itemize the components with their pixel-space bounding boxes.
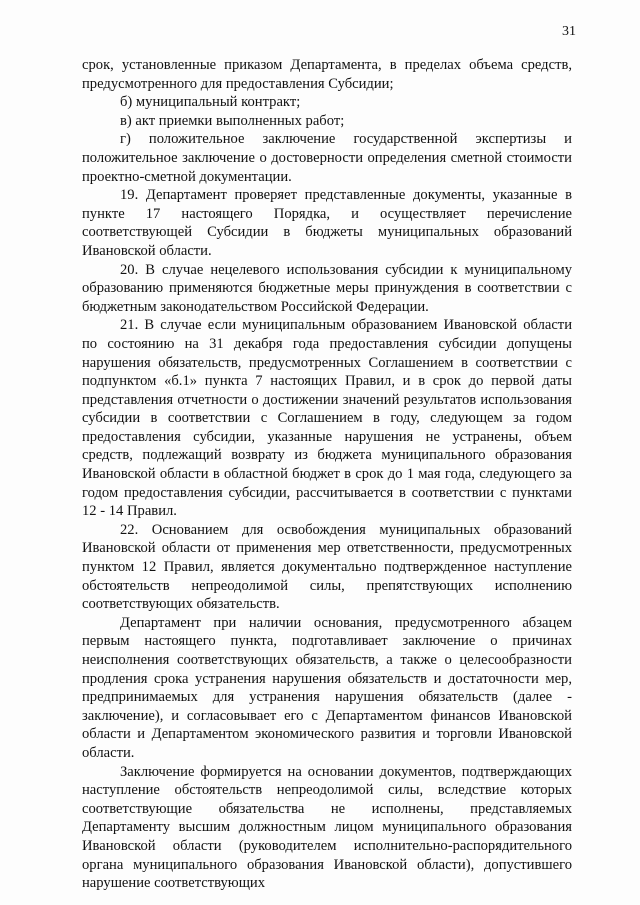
paragraph-22: 22. Основанием для освобождения муниципальных образований Ивановской области от применения мер ответственности, предусмотренных пунктом 12 Правил, является документально подтвержденное наступление обстоятельств непреодолимой силы, препятствующих исполнению соответствующих обязательств. [82,521,572,613]
paragraph-continuation: срок, установленные приказом Департамента, в пределах объема средств, предусмотренного для предоставления Субсидии; [82,57,572,92]
list-item-b: б) муниципальный контракт; [120,94,301,111]
paragraph-21: 21. В случае если муниципальным образованием Ивановской области по состоянию на 31 декабря года предоставления субсидии допущены нарушения обязательств, предусмотренных Соглашением в соответствии с подпунктом «б.1» пункта 7 настоящих Правил, и в срок до первой даты представления отчетности о достижении значений результатов использования субсидии в соответствии с Соглашением в году, следующем за годом предоставления субсидии, указанные нарушения не устранены, объем средств, подлежащий возврату из бюджета муниципального образования Ивановской области в областной бюджет в срок до 1 мая года, следующего за годом предоставления субсидии, рассчитывается в соответствии с пунктами 12 - 14 Правил. [82,317,572,520]
paragraph-22-conclusion: Заключение формируется на основании документов, подтверждающих наступление обстоятельств непреодолимой силы, вследствие которых соответствующие обязательства не исполнены, представляемых Департаменту высшим должностным лицом муниципального образования Ивановской области (руководителем исполнительно-распорядительного органа муниципального образования Ивановской области), допустившего нарушение соответствующих [82,763,572,892]
list-item-v: в) акт приемки выполненных работ; [120,112,345,129]
page-number: 31 [562,24,576,39]
paragraph-19: 19. Департамент проверяет представленные документы, указанные в пункте 17 настоящего Порядка, и осуществляет перечисление соответствующей Субсидии в бюджеты муниципальных образований Ивановской области. [82,187,572,259]
list-item-g: г) положительное заключение государственной экспертизы и положительное заключение о достоверности определения сметной стоимости проектно-сметной документации. [82,131,572,185]
paragraph-20: 20. В случае нецелевого использования субсидии к муниципальному образованию применяются бюджетные меры принуждения в соответствии с бюджетным законодательством Российской Федерации. [82,261,572,315]
paragraph-22-department: Департамент при наличии основания, предусмотренного абзацем первым настоящего пункта, подготавливает заключение о причинах неисполнения соответствующих обязательств, а также о целесообразности продления срока устранения нарушения обязательств и достаточности мер, предпринимаемых для устранения нарушения обязательств (далее - заключение), и согласовывает его с Департаментом финансов Ивановской области и Департаментом экономического развития и торговли Ивановской области. [82,614,572,761]
document-body [82,56,572,893]
